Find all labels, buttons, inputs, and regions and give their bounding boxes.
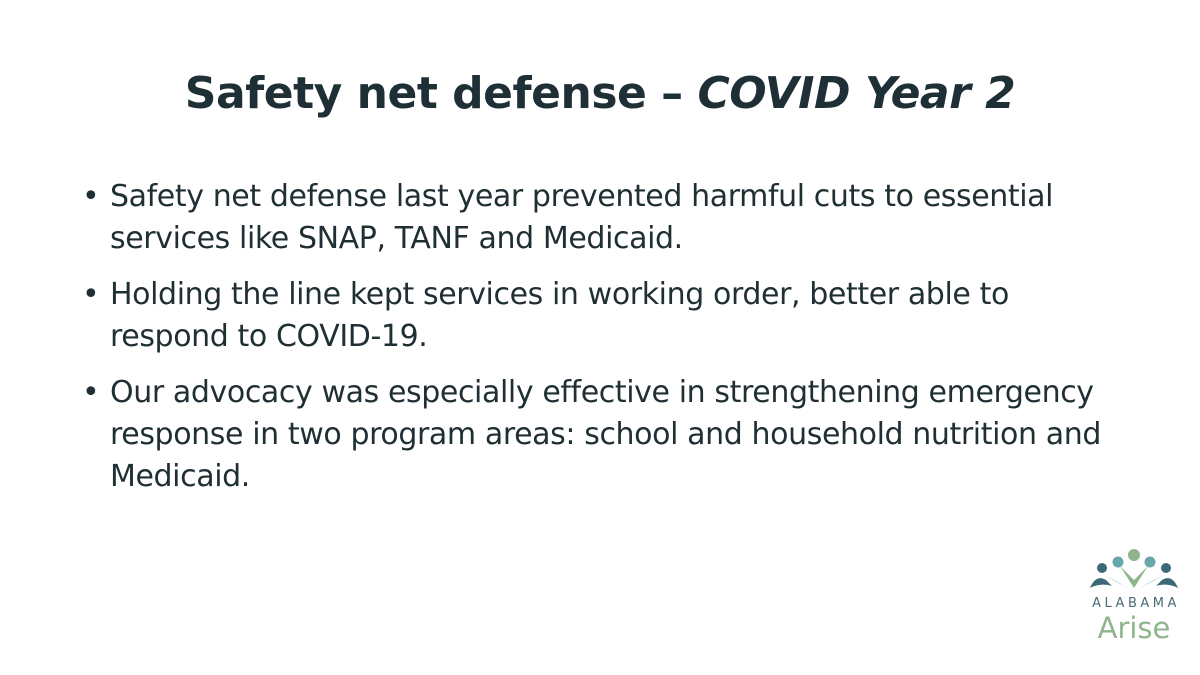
logo-text-alabama: ALABAMA: [1092, 596, 1180, 611]
bullet-list: [82, 176, 1122, 512]
slide-title-emphasis: COVID Year 2: [697, 68, 1016, 119]
bullet-text: Safety net defense last year prevented harmful cuts to essential services like SNAP, TANF and Medicaid.: [110, 179, 1054, 256]
alabama-arise-logo: [1078, 548, 1190, 658]
arise-figures-icon: [1086, 548, 1182, 592]
bullet-text: Our advocacy was especially effective in strengthening emergency response in two program areas: school and household nutrition and Medicaid.: [110, 375, 1101, 494]
bullet-text: Holding the line kept services in working order, better able to respond to COVID-19.: [110, 277, 1009, 354]
bullet-item: [82, 372, 1122, 498]
bullet-glyph: •: [82, 179, 100, 214]
bullet-glyph: •: [82, 375, 100, 410]
slide-title: [0, 62, 1200, 126]
logo-text-arise: Arise: [1097, 611, 1171, 645]
bullet-item: [82, 274, 1122, 358]
slide-title-main: Safety net defense –: [184, 68, 698, 119]
bullet-glyph: •: [82, 277, 100, 312]
bullet-item: [82, 176, 1122, 260]
